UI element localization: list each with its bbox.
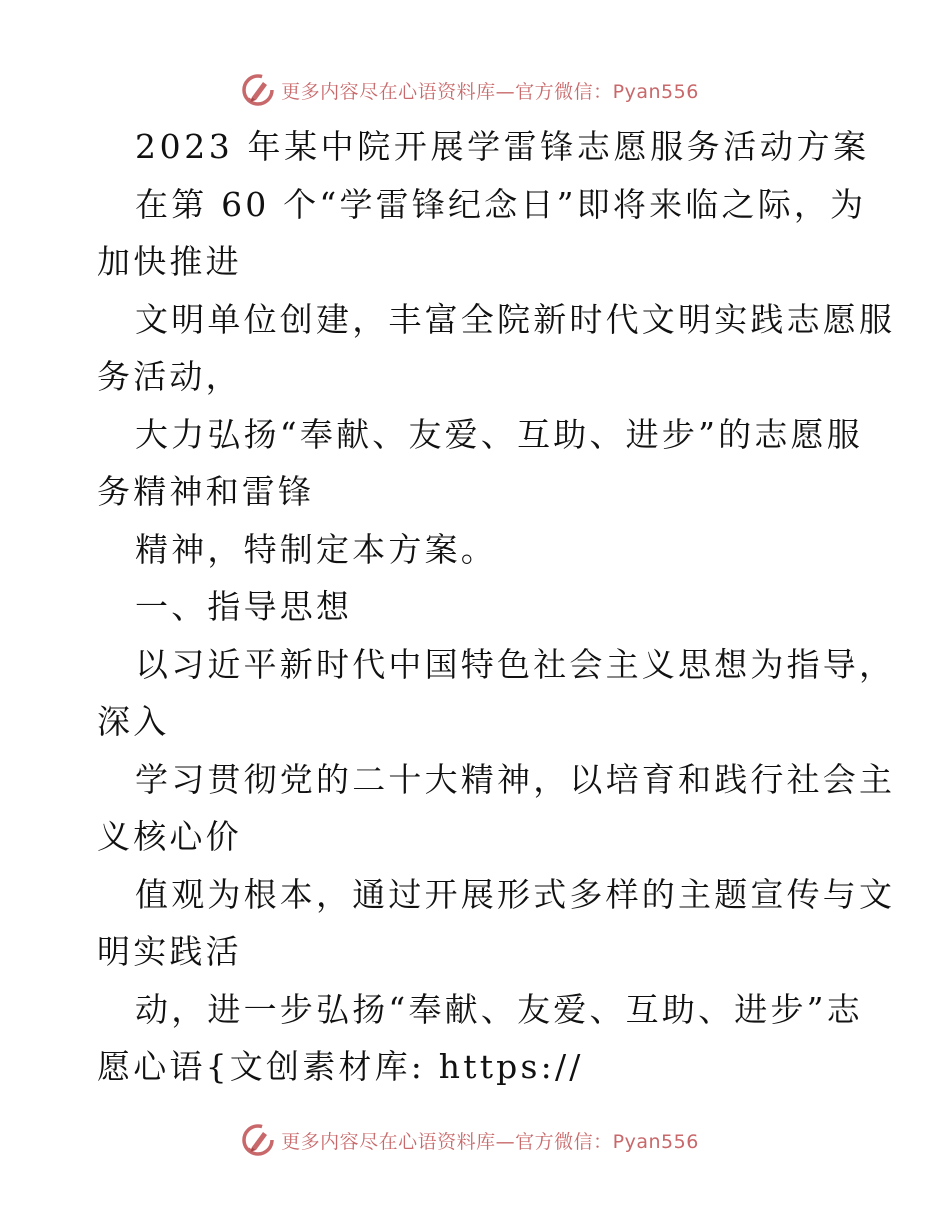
document-line: 一、指导思想 — [135, 587, 353, 626]
footer-banner-text: 更多内容尽在心语资料库—官方微信：Pyan556 — [281, 1130, 699, 1153]
document-line: 明实践活 — [97, 932, 242, 971]
header-banner — [0, 70, 950, 110]
document-line: 务活动， — [97, 357, 242, 396]
document-line: 大力弘扬“奉献、友爱、互助、进步”的志愿服 — [135, 414, 863, 454]
document-line: 文明单位创建，丰富全院新时代文明实践志愿服 — [135, 299, 896, 339]
footer-banner — [0, 1120, 950, 1160]
document-line: 值观为根本，通过开展形式多样的主题宣传与文 — [135, 874, 896, 914]
header-banner-text: 更多内容尽在心语资料库—官方微信：Pyan556 — [281, 80, 699, 103]
document-line: 学习贯彻党的二十大精神，以培育和践行社会主 — [135, 759, 896, 799]
pen-circle-logo-icon — [241, 1123, 275, 1157]
footer-banner-inner — [241, 1123, 699, 1157]
header-banner-inner — [241, 73, 699, 107]
document-line: 义核心价 — [97, 817, 242, 856]
document-title: 2023 年某中院开展学雷锋志愿服务活动方案 — [135, 127, 870, 166]
document-body — [97, 118, 896, 1096]
document-line: 动，进一步弘扬“奉献、友爱、互助、进步”志 — [135, 989, 863, 1029]
document-line: 务精神和雷锋 — [97, 472, 315, 511]
document-line: 以习近平新时代中国特色社会主义思想为指导， — [135, 644, 896, 684]
document-line: 愿心语{文创素材库: https:// — [97, 1047, 584, 1086]
document-line: 精神，特制定本方案。 — [135, 529, 497, 569]
document-line: 在第 60 个“学雷锋纪念日”即将来临之际，为 — [135, 184, 867, 224]
pen-circle-logo-icon — [241, 73, 275, 107]
document-line: 加快推进 — [97, 242, 242, 281]
document-line: 深入 — [97, 702, 170, 741]
